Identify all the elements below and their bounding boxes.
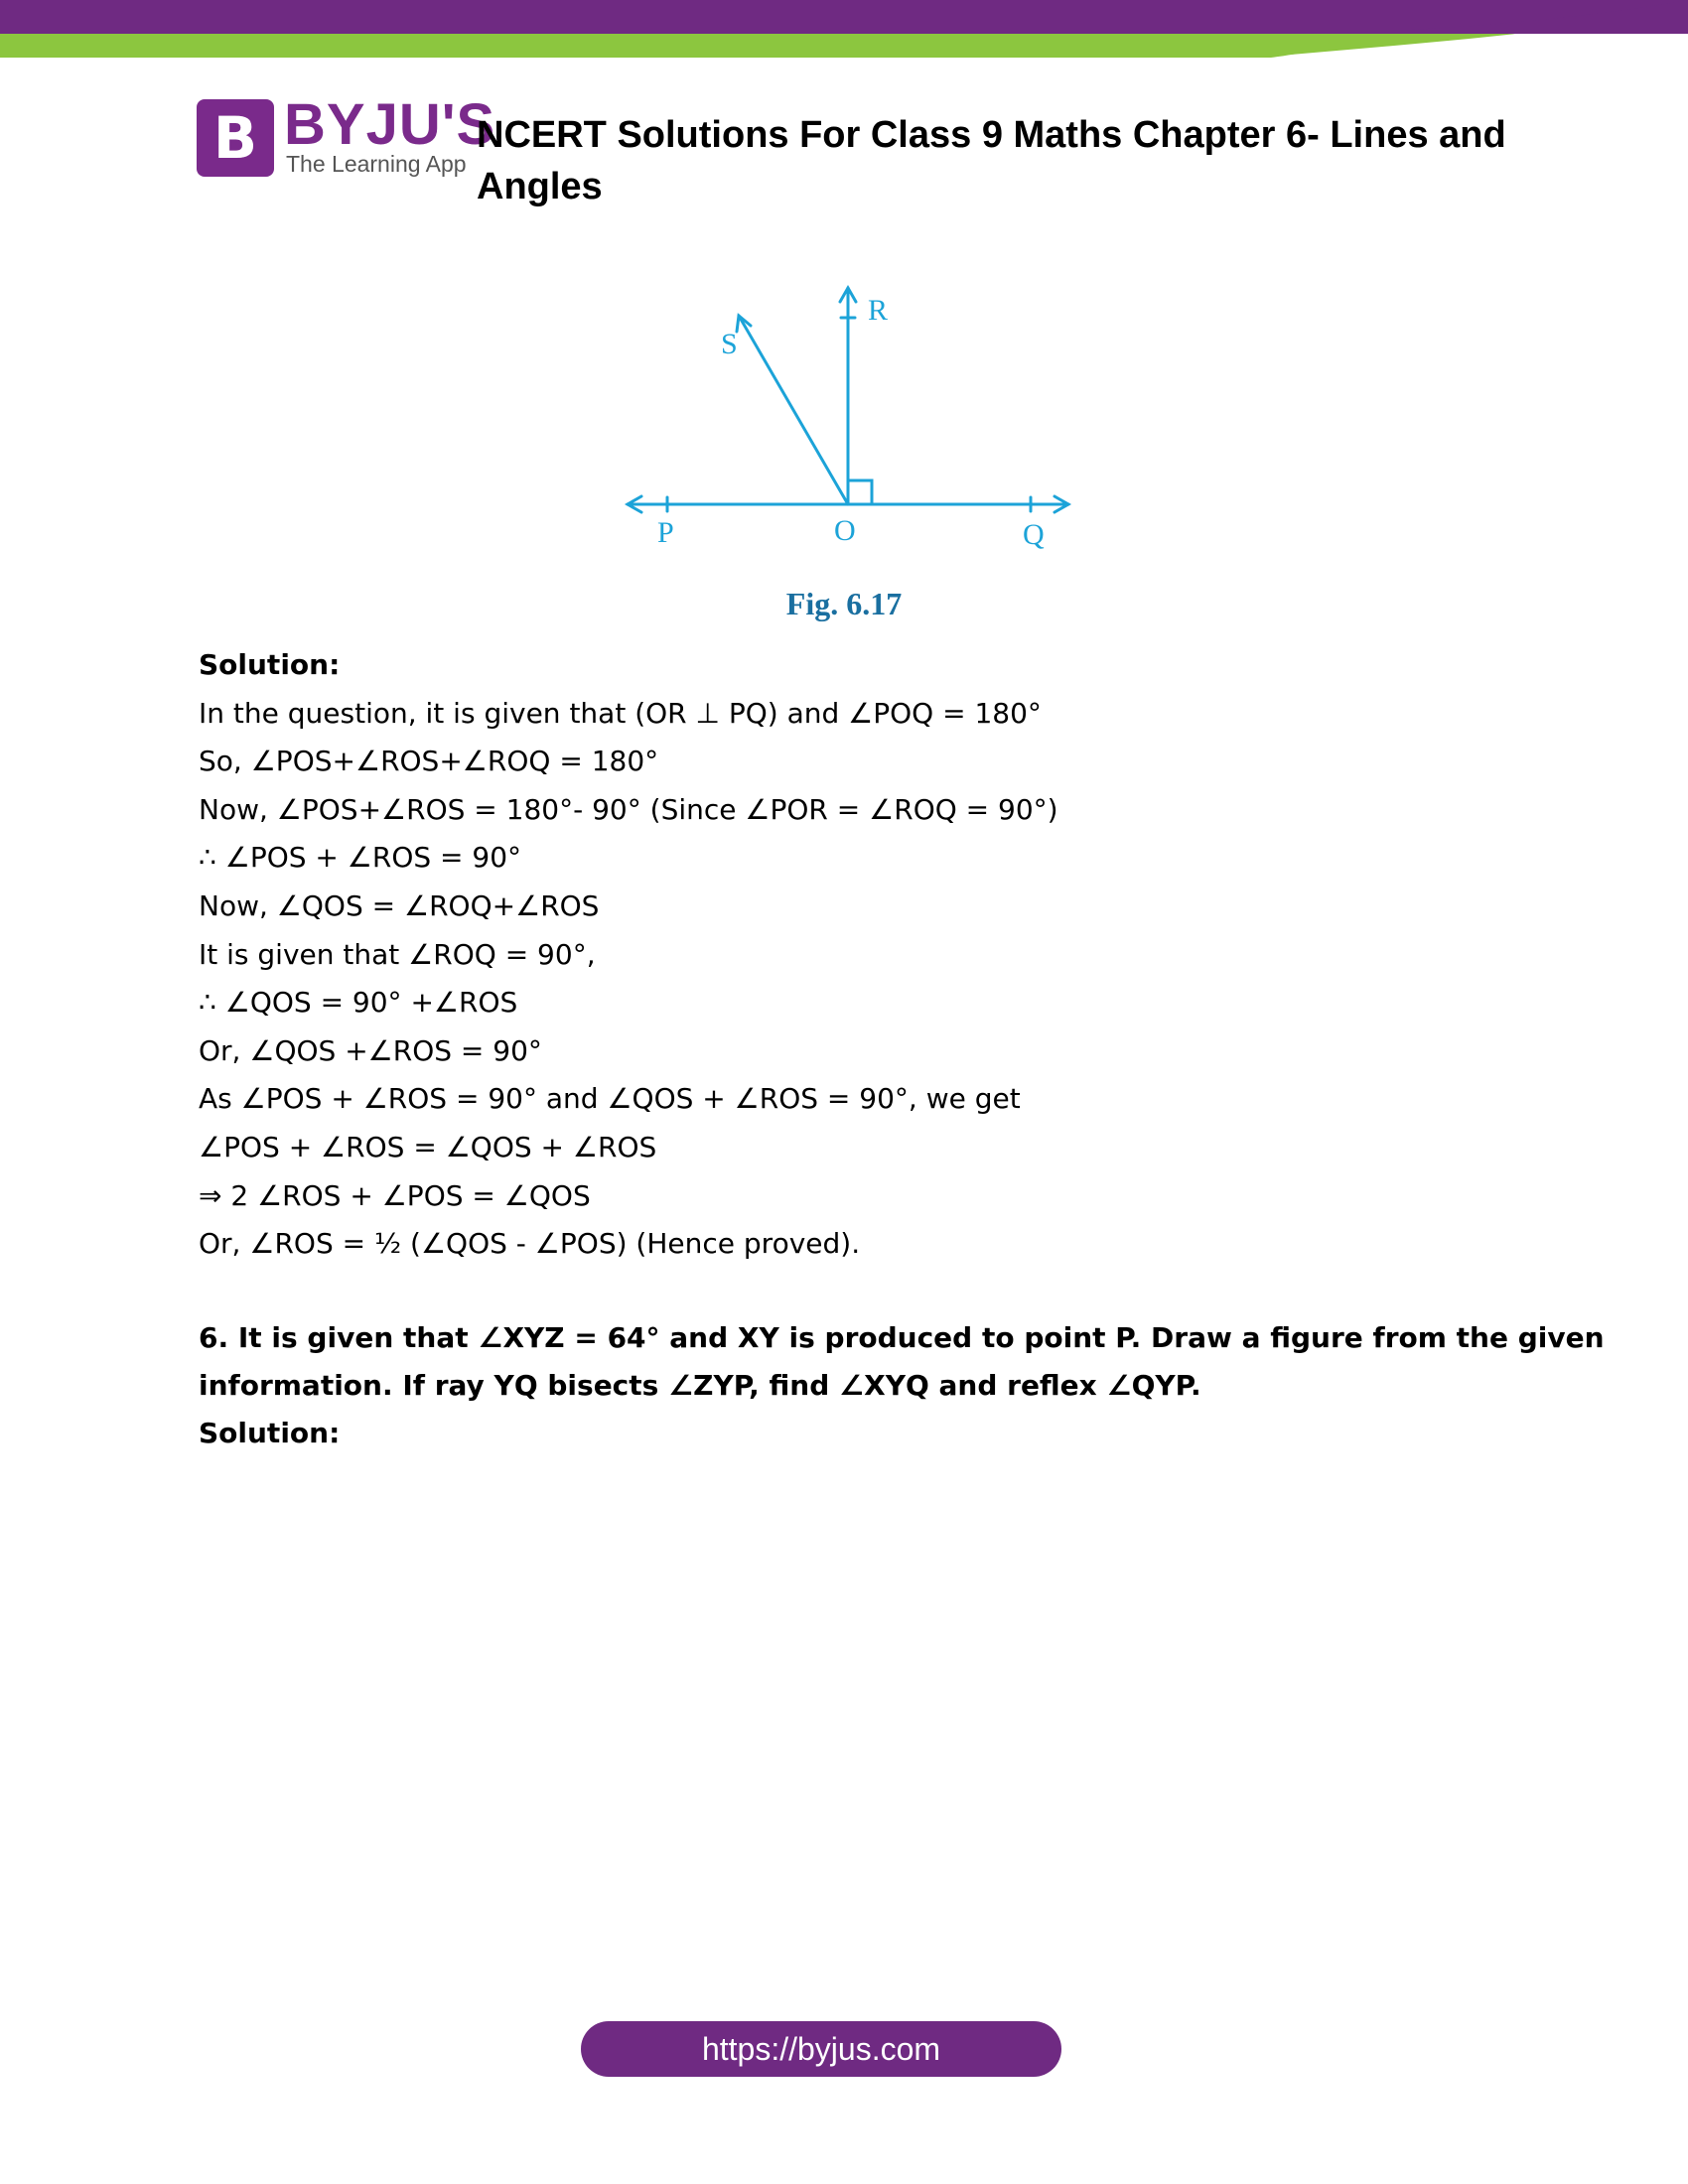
solution-line: ∴ ∠QOS = 90° +∠ROS [199,986,518,1020]
label-p: P [657,516,674,549]
label-s: S [721,328,738,360]
top-banner [0,0,1688,60]
solution-content [199,641,1605,1457]
question-6-line-2: information. If ray YQ bisects ∠ZYP, find ∠XYQ and reflex ∠QYP. [199,1368,1201,1402]
label-o: O [834,514,856,547]
right-angle-mark [848,480,872,504]
byjus-logo [197,92,496,181]
solution-heading: Solution: [199,648,341,681]
solution-line: ∠POS + ∠ROS = ∠QOS + ∠ROS [199,1130,657,1163]
solution-line: Now, ∠POS+∠ROS = 180°- 90° (Since ∠POR = ∠ROQ = 90°) [199,792,1058,826]
logo-tagline: The Learning App [286,151,467,177]
solution-line: Or, ∠ROS = ½ (∠QOS - ∠POS) (Hence proved). [199,1227,861,1261]
logo-wordmark: BYJU'S [284,92,496,157]
logo-letter: B [212,104,258,172]
ray-os [739,316,848,504]
footer-url-link[interactable]: https://byjus.com [581,2021,1061,2077]
solution-line: Now, ∠QOS = ∠ROQ+∠ROS [199,888,600,922]
figure-caption: Fig. 6.17 [785,586,903,621]
solution-line: In the question, it is given that (OR ⊥ PQ) and ∠POQ = 180° [199,696,1042,730]
solution-line: ∴ ∠POS + ∠ROS = 90° [199,841,522,875]
spacer [199,1269,1509,1314]
solution-line: So, ∠POS+∠ROS+∠ROQ = 180° [199,745,659,778]
figure-6-17 [596,258,1092,635]
solution-line: As ∠POS + ∠ROS = 90° and ∠QOS + ∠ROS = 90°, we get [199,1082,1021,1116]
question-6-line-1: 6. It is given that ∠XYZ = 64° and XY is produced to point P. Draw a figure from the given [199,1320,1605,1354]
angle-diagram [596,258,1092,576]
label-r: R [868,294,889,327]
question-6-solution-heading: Solution: [199,1416,341,1449]
banner-stripes [0,0,1688,60]
solution-line: It is given that ∠ROQ = 90°, [199,937,596,971]
logo-mark [197,99,274,177]
solution-line: Or, ∠QOS +∠ROS = 90° [199,1033,542,1067]
label-q: Q [1023,518,1045,551]
page-title: NCERT Solutions For Class 9 Maths Chapter 6- Lines and Angles [477,114,1506,207]
solution-line: ⇒ 2 ∠ROS + ∠POS = ∠QOS [199,1178,591,1212]
